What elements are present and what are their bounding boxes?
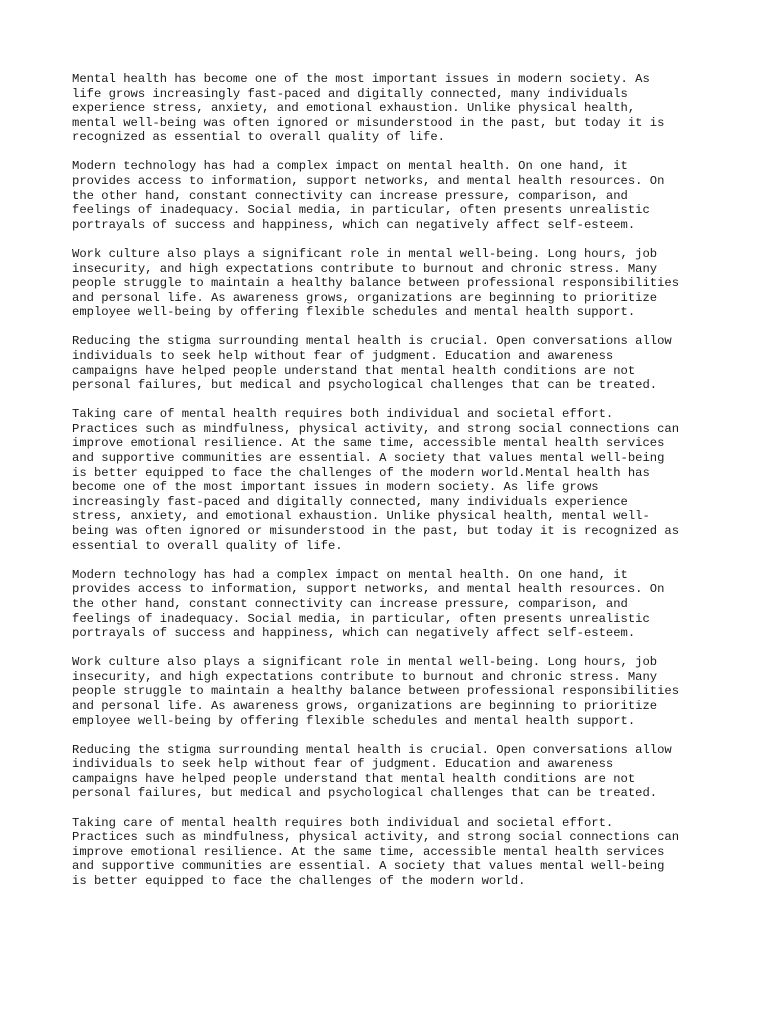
document-body	[72, 72, 712, 903]
paragraph: Modern technology has had a complex impact on mental health. On one hand, it provides access to information, support networks, and mental health resources. On the other hand, constant connectivity can increase pressure, comparison, and feelings of inadequacy. Social media, in particular, often presents unrealistic portrayals of success and happiness, which can negatively affect self-esteem.	[72, 567, 665, 641]
paragraph: Taking care of mental health requires both individual and societal effort. Practices such as mindfulness, physical activity, and strong social connections can improve emotional resilience. At the same time, accessible mental health services and supportive communities are essential. A society that values mental well-being is better equipped to face the challenges of the modern world.Mental health has become one of the most important issues in modern society. As life grows increasingly fast-paced and digitally connected, many individuals experience stress, anxiety, and emotional exhaustion. Unlike physical health, mental well- being was often ignored or misunderstood in the past, but today it is recognized as essential to overall quality of life.	[72, 407, 680, 553]
paragraph: Taking care of mental health requires both individual and societal effort. Practices such as mindfulness, physical activity, and strong social connections can improve emotional resilience. At the same time, accessible mental health services and supportive communities are essential. A society that values mental well-being is better equipped to face the challenges of the modern world.	[72, 815, 680, 888]
paragraph: Reducing the stigma surrounding mental health is crucial. Open conversations allow individuals to seek help without fear of judgment. Education and awareness campaigns have helped people understand that mental health conditions are not personal failures, but medical and psychological challenges that can be treated.	[72, 334, 672, 393]
paragraph: Reducing the stigma surrounding mental health is crucial. Open conversations allow individuals to seek help without fear of judgment. Education and awareness campaigns have helped people understand that mental health conditions are not personal failures, but medical and psychological challenges that can be treated.	[72, 742, 672, 801]
paragraph: Modern technology has had a complex impact on mental health. On one hand, it provides access to information, support networks, and mental health resources. On the other hand, constant connectivity can increase pressure, comparison, and feelings of inadequacy. Social media, in particular, often presents unrealistic portrayals of success and happiness, which can negatively affect self-esteem.	[72, 159, 665, 232]
paragraph: Work culture also plays a significant role in mental well-being. Long hours, job insecurity, and high expectations contribute to burnout and chronic stress. Many people struggle to maintain a healthy balance between professional responsibilities and personal life. As awareness grows, organizations are beginning to prioritize employee well-being by offering flexible schedules and mental health support.	[72, 655, 680, 728]
paragraph: Work culture also plays a significant role in mental well-being. Long hours, job insecurity, and high expectations contribute to burnout and chronic stress. Many people struggle to maintain a healthy balance between professional responsibilities and personal life. As awareness grows, organizations are beginning to prioritize employee well-being by offering flexible schedules and mental health support.	[72, 246, 680, 320]
paragraph: Mental health has become one of the most important issues in modern society. As life grows increasingly fast-paced and digitally connected, many individuals experience stress, anxiety, and emotional exhaustion. Unlike physical health, mental well-being was often ignored or misunderstood in the past, but today it is recognized as essential to overall quality of life.	[72, 72, 665, 145]
